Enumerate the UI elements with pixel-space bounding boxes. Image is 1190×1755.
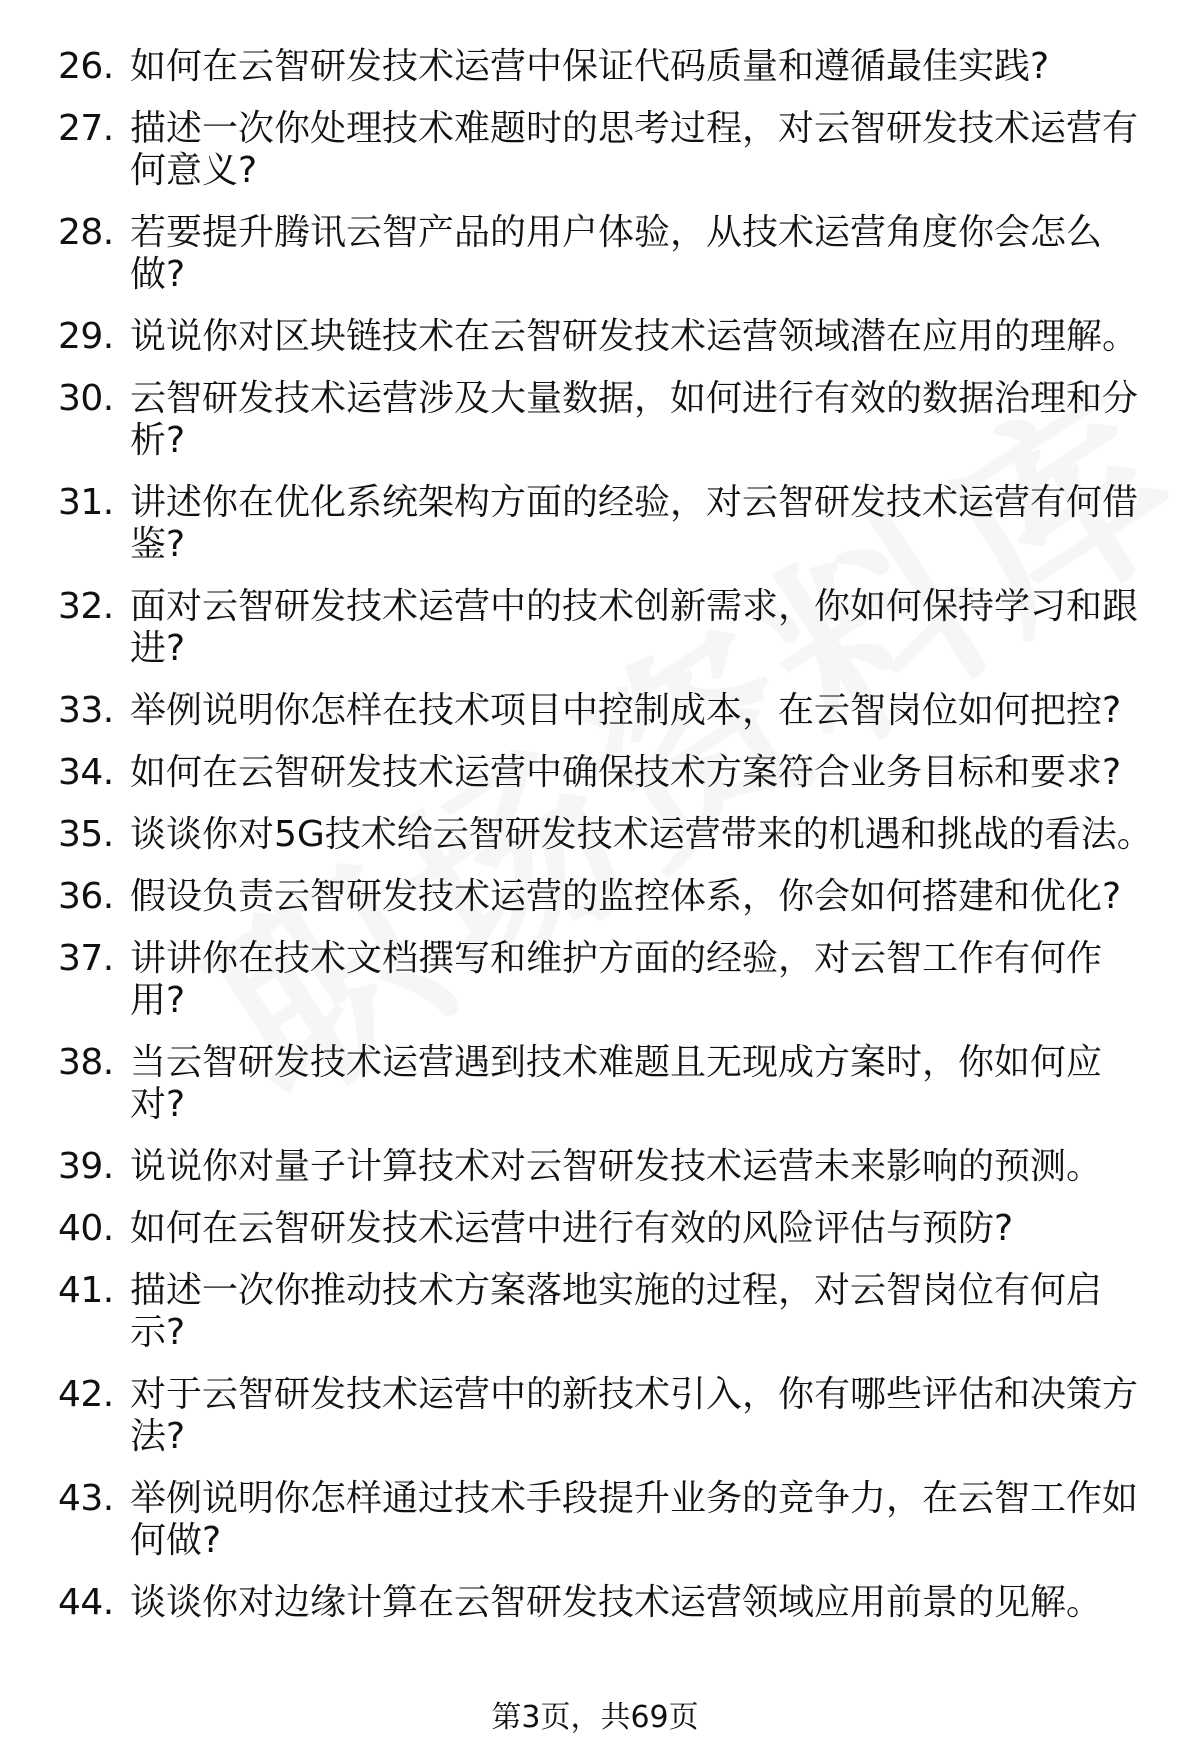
question-item: [0, 46, 1190, 88]
question-text: 当云智研发技术运营遇到技术难题且无现成方案时，你如何应对?: [130, 1042, 1103, 1125]
question-item: [0, 690, 1190, 732]
question-number: 30.: [58, 378, 114, 419]
question-item: [0, 1374, 1190, 1458]
question-item: [0, 108, 1190, 192]
question-number: 27.: [58, 108, 114, 149]
question-item: [0, 1478, 1190, 1562]
question-number: 43.: [58, 1478, 114, 1519]
question-number: 31.: [58, 482, 114, 523]
question-item: [0, 212, 1190, 296]
question-item: [0, 378, 1190, 462]
question-number: 40.: [58, 1208, 114, 1249]
question-text: 云智研发技术运营涉及大量数据，如何进行有效的数据治理和分析?: [130, 378, 1139, 461]
question-item: [0, 1208, 1190, 1250]
question-text: 描述一次你处理技术难题时的思考过程，对云智研发技术运营有何意义?: [130, 108, 1139, 191]
question-number: 41.: [58, 1270, 114, 1311]
question-text: 谈谈你对边缘计算在云智研发技术运营领域应用前景的见解。: [130, 1582, 1103, 1623]
question-text: 说说你对量子计算技术对云智研发技术运营未来影响的预测。: [130, 1146, 1103, 1187]
question-text: 如何在云智研发技术运营中保证代码质量和遵循最佳实践?: [130, 46, 1050, 87]
question-item: [0, 482, 1190, 566]
question-text: 面对云智研发技术运营中的技术创新需求，你如何保持学习和跟进?: [130, 586, 1139, 669]
page-number-footer: 第3页，共69页: [491, 1700, 699, 1735]
question-number: 32.: [58, 586, 114, 627]
question-number: 42.: [58, 1374, 114, 1415]
question-text: 假设负责云智研发技术运营的监控体系，你会如何搭建和优化?: [130, 876, 1122, 917]
question-text: 举例说明你怎样在技术项目中控制成本，在云智岗位如何把控?: [130, 690, 1122, 731]
question-item: [0, 938, 1190, 1022]
question-item: [0, 1270, 1190, 1354]
question-number: 37.: [58, 938, 114, 979]
question-text: 对于云智研发技术运营中的新技术引入，你有哪些评估和决策方法?: [130, 1374, 1139, 1457]
question-item: [0, 1042, 1190, 1126]
question-text: 说说你对区块链技术在云智研发技术运营领域潜在应用的理解。: [130, 316, 1139, 357]
question-number: 36.: [58, 876, 114, 917]
question-number: 28.: [58, 212, 114, 253]
question-number: 29.: [58, 316, 114, 357]
question-text: 讲述你在优化系统架构方面的经验，对云智研发技术运营有何借鉴?: [130, 482, 1139, 565]
question-item: [0, 752, 1190, 794]
question-number: 26.: [58, 46, 114, 87]
question-text: 如何在云智研发技术运营中进行有效的风险评估与预防?: [130, 1208, 1014, 1249]
question-number: 44.: [58, 1582, 114, 1623]
question-number: 33.: [58, 690, 114, 731]
question-text: 如何在云智研发技术运营中确保技术方案符合业务目标和要求?: [130, 752, 1122, 793]
question-number: 39.: [58, 1146, 114, 1187]
question-number: 34.: [58, 752, 114, 793]
question-item: [0, 814, 1190, 856]
question-item: [0, 1582, 1190, 1624]
question-text: 描述一次你推动技术方案落地实施的过程，对云智岗位有何启示?: [130, 1270, 1103, 1353]
question-item: [0, 586, 1190, 670]
question-number: 35.: [58, 814, 114, 855]
question-text: 举例说明你怎样通过技术手段提升业务的竞争力，在云智工作如何做?: [130, 1478, 1139, 1561]
question-number: 38.: [58, 1042, 114, 1083]
question-list: [0, 46, 1190, 1644]
question-text: 讲讲你在技术文档撰写和维护方面的经验，对云智工作有何作用?: [130, 938, 1103, 1021]
question-item: [0, 316, 1190, 358]
question-text: 若要提升腾讯云智产品的用户体验，从技术运营角度你会怎么做?: [130, 212, 1103, 295]
question-text: 谈谈你对5G技术给云智研发技术运营带来的机遇和挑战的看法。: [130, 814, 1153, 855]
question-item: [0, 876, 1190, 918]
question-item: [0, 1146, 1190, 1188]
